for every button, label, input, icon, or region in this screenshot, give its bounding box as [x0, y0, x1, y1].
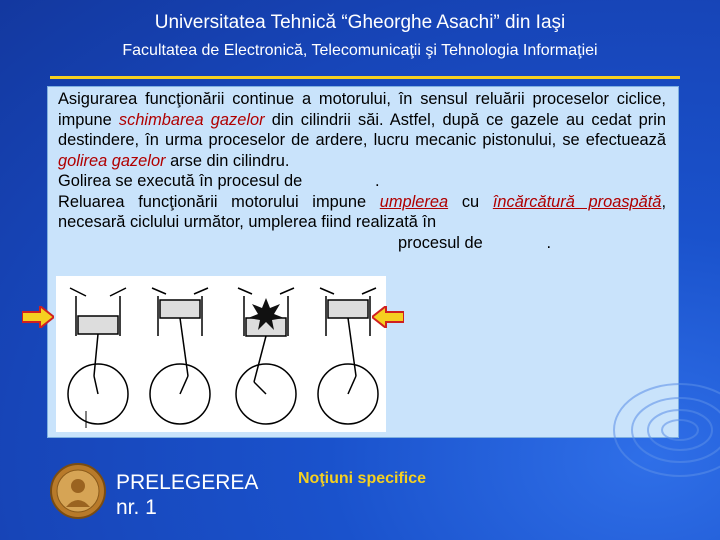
lecture-label	[116, 470, 258, 520]
university-title: Universitatea Tehnică “Gheorghe Asachi” din Iaşi	[154, 12, 566, 33]
p3-text-a: Reluarea funcţionării motorului impune	[58, 192, 380, 211]
lecture-number: nr. 1	[116, 496, 157, 519]
engine-cycle-illustration	[56, 276, 386, 432]
intake-arrow-icon	[22, 306, 54, 328]
body-text	[58, 89, 666, 253]
engine-cycle-figure	[56, 276, 386, 432]
p3-highlight-incarcatura: încărcătură proaspătă	[492, 192, 662, 211]
p3-text-d: procesul de .	[398, 233, 552, 252]
p3-text-c: , necesară ciclului următor, umplerea fiind realizată în	[58, 192, 666, 231]
p1-highlight-schimbarea: schimbarea gazelor	[118, 110, 265, 129]
p1-highlight-golirea: golirea gazelor	[58, 151, 166, 170]
exhaust-arrow-icon	[372, 306, 404, 328]
p1-text-a: Asigurarea funcţionării continue a motorului, în sensul reluării proceselor ciclice, impune	[58, 90, 666, 129]
medal-portrait-icon	[50, 463, 106, 519]
topic-label: Noţiuni specifice	[298, 470, 427, 487]
faculty-subtitle: Facultatea de Electronică, Telecomunicaţii şi Tehnologia Informaţiei	[122, 42, 598, 59]
p1-text-b: din cilindrii săi. Astfel, după ce gazele au cedat prin destindere, în urma proceselor de ardere, lucru mecanic pistonului, se efectuează	[58, 110, 666, 149]
p1-text-c: arse din cilindru.	[165, 151, 290, 170]
p2-text: Golirea se execută în procesul de .	[58, 172, 380, 190]
title-divider	[50, 76, 680, 79]
p3-text-b: cu	[448, 192, 493, 211]
swirl-decoration-icon	[560, 340, 720, 500]
lecture-title: PRELEGEREA	[116, 471, 259, 494]
p3-highlight-umplerea: umplerea	[379, 192, 449, 211]
